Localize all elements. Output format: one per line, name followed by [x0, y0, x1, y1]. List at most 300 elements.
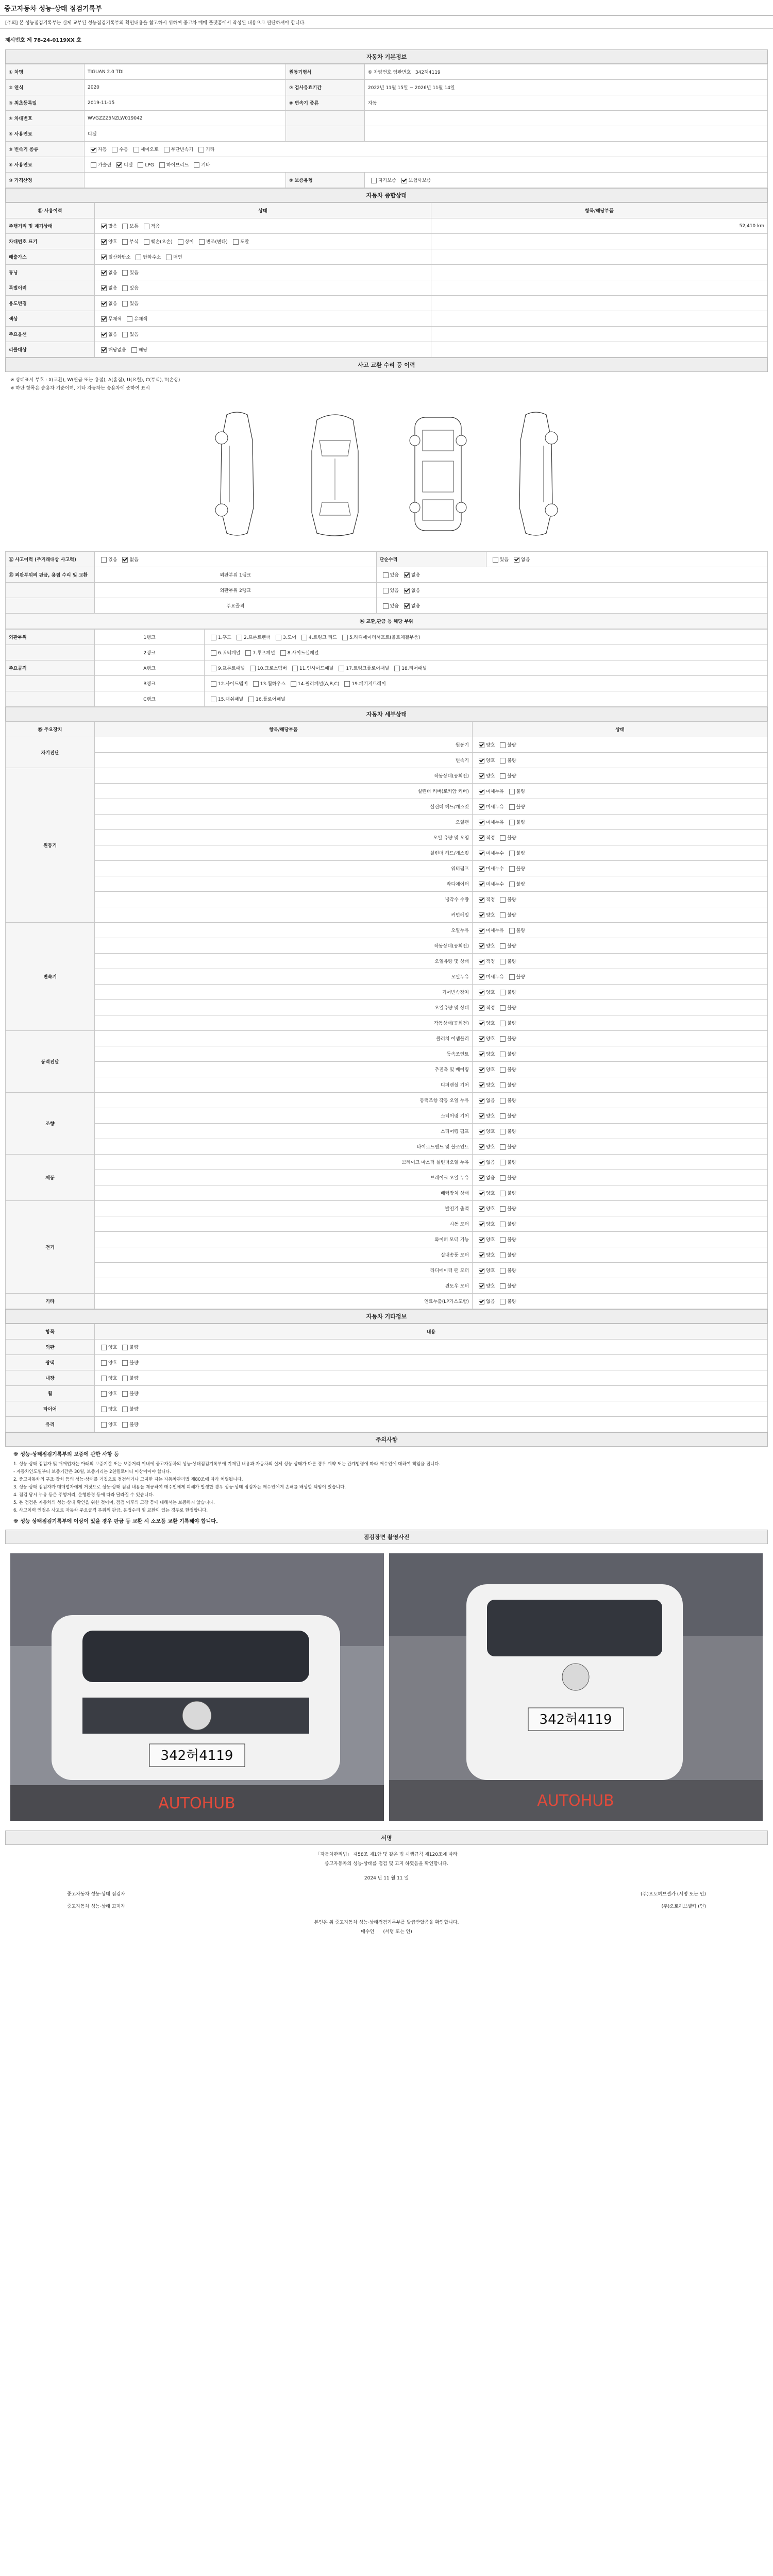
detail-row: 냉각수 수량 적정 불량: [6, 892, 768, 907]
checkbox-icon: [500, 1299, 506, 1304]
checkbox-icon: [479, 1206, 484, 1212]
option-label: 15.대쉬패널: [218, 697, 244, 702]
checkbox-icon: [479, 928, 484, 934]
checkbox-icon: [500, 1268, 506, 1274]
checkbox-icon: [509, 789, 515, 794]
option-label: 많음: [108, 224, 117, 229]
option-label: 부식: [129, 240, 139, 245]
general-row: 용도변경 없음 있음: [6, 296, 768, 311]
checkbox-icon: [500, 1237, 506, 1243]
option-label: 없음: [108, 332, 117, 337]
detail-row: 변속기 양호 불량: [6, 753, 768, 768]
detail-row: 스티어링 펌프 양호 불량: [6, 1124, 768, 1139]
checkbox-icon: [479, 742, 484, 748]
detail-table: [5, 721, 768, 1309]
option-label: 불량: [507, 1129, 516, 1134]
basic-label: ⑦ 검사유효기간: [286, 80, 365, 95]
checkbox-icon: [479, 1098, 484, 1104]
checkbox-icon: [401, 178, 407, 183]
option-label: 불량: [507, 1268, 516, 1274]
option-label: 불량: [516, 805, 526, 810]
checkbox-icon: [138, 162, 143, 168]
accident-row: ⑫ 사고이력 (주거래대상 사고력) 있음 없음 단순수리 있음 없음: [6, 552, 768, 567]
option-label: 없음: [486, 1098, 495, 1104]
checkbox-icon: [144, 239, 149, 245]
option: [98, 346, 126, 353]
basic-value: [365, 126, 768, 142]
checkbox-icon: [479, 1067, 484, 1073]
detail-row: 타이로드엔드 및 볼조인트 양호 불량: [6, 1139, 768, 1155]
detail-row: 작동상태(공회전) 양호 불량: [6, 1015, 768, 1031]
parts-row: 주요골격 A랭크 9.프론트패널 10.크로스멤버 11.인사이드패널 17.트렁크플로어패널 18.리어패널: [6, 660, 768, 676]
option-label: 불량: [129, 1361, 139, 1366]
option: [476, 973, 504, 980]
option-label: 양호: [486, 1129, 495, 1134]
basic-value: WVGZZZ5NZLW019042: [85, 111, 286, 126]
checkbox-icon: [479, 1283, 484, 1289]
option: [119, 1421, 138, 1428]
option: [380, 602, 399, 609]
checkbox-icon: [500, 835, 506, 841]
option-label: 유채색: [134, 317, 148, 322]
option-label: 3.도어: [283, 635, 297, 640]
checkbox-icon: [509, 882, 515, 887]
checkbox-icon: [101, 270, 107, 276]
checkbox-icon: [342, 635, 348, 640]
checkbox-icon: [122, 270, 128, 276]
option: [497, 1050, 516, 1057]
checkbox-icon: [144, 224, 149, 229]
option-label: 불량: [129, 1422, 139, 1428]
option: [98, 331, 117, 337]
option-label: 불량: [507, 1222, 516, 1227]
option: [476, 834, 495, 841]
checkbox-icon: [479, 851, 484, 856]
option: [98, 223, 117, 229]
option: [476, 911, 495, 918]
option: [247, 665, 287, 671]
option: [497, 1282, 516, 1289]
option-label: 불량: [507, 1238, 516, 1243]
option: [511, 556, 530, 563]
checkbox-icon: [500, 959, 506, 964]
option: [141, 238, 173, 245]
option-label: 있음: [129, 301, 139, 307]
option: [98, 1359, 117, 1366]
checkbox-icon: [479, 1052, 484, 1057]
option-label: 가솔린: [98, 163, 112, 168]
note-line: 5. 본 점검은 자동차의 성능·상태 확인을 위한 것이며, 점검 이후의 고장 등에 대해서는 보증하지 않습니다.: [13, 1500, 215, 1505]
checkbox-icon: [500, 990, 506, 995]
option: [476, 1066, 495, 1073]
option: [98, 315, 122, 322]
checkbox-icon: [500, 1005, 506, 1011]
option-label: 자가보증: [378, 178, 396, 183]
checkbox-icon: [500, 1206, 506, 1212]
rear-plate-text: 342허4119: [539, 1712, 612, 1727]
section-general-title: 자동차 종합상태: [5, 188, 768, 202]
parts-row: 2랭크 6.쿼터패널 7.루프패널 8.사이드실패널: [6, 645, 768, 660]
basic-value: [365, 111, 768, 126]
section-detail-title: 자동차 세부상태: [5, 707, 768, 721]
option: [124, 315, 147, 322]
option: [368, 177, 396, 183]
checkbox-icon: [479, 1191, 484, 1196]
option: [98, 1375, 117, 1381]
basic-label: ③ 최초등록일: [6, 95, 85, 111]
checkbox-icon: [101, 1406, 107, 1412]
option-label: 불량: [507, 758, 516, 764]
option-label: 양호: [486, 1191, 495, 1196]
option-label: 불량: [507, 1037, 516, 1042]
general-row: 주요옵션 없음 있음: [6, 327, 768, 342]
option-label: 10.크로스멤버: [257, 666, 287, 671]
option-label: 양호: [486, 1067, 495, 1073]
checkbox-icon: [101, 224, 107, 229]
option: [476, 1236, 495, 1243]
basic-row: [6, 95, 768, 111]
option: [119, 1344, 138, 1350]
option-label: 양호: [486, 774, 495, 779]
option: [277, 649, 319, 656]
option: [497, 1066, 516, 1073]
general-row: 배출가스 일산화탄소 탄화수소 매연: [6, 249, 768, 265]
checkbox-icon: [479, 882, 484, 887]
notice-text: [주의] 본 성능점검기록부는 실제 교부된 성능점검기록부의 확인내용을 참고하시 위하여 중고차 매매 플랫폼에서 작성된 내용으로 판단하셔야 합니다.: [0, 16, 773, 29]
option-label: 7.루프패널: [253, 651, 275, 656]
basic-label: ⑧ 변속기 종류: [286, 95, 365, 111]
checkbox-icon: [371, 178, 377, 183]
option: [242, 649, 275, 656]
checkbox-icon: [500, 1252, 506, 1258]
option-label: 불량: [507, 913, 516, 918]
checkbox-icon: [91, 147, 96, 152]
front-brand-text: AUTOHUB: [158, 1794, 236, 1812]
option: [497, 1251, 516, 1258]
fuel-row: ⑤ 사용연료 가솔린 디젤 LPG 하이브리드 기타: [6, 157, 768, 173]
option: [175, 238, 194, 245]
option-label: 9.프론트패널: [218, 666, 245, 671]
checkbox-icon: [101, 301, 107, 307]
option: [119, 1390, 138, 1397]
option: [391, 665, 427, 671]
option-label: 미세누수: [486, 867, 504, 872]
option-label: 불량: [516, 789, 526, 794]
option-label: 없음: [108, 270, 117, 276]
checkbox-icon: [479, 943, 484, 949]
option: [476, 1020, 495, 1026]
option: [497, 1097, 516, 1104]
option-label: 불량: [516, 975, 526, 980]
option: [476, 1050, 495, 1057]
option-label: 보통: [129, 224, 139, 229]
checkbox-icon: [101, 239, 107, 245]
option-label: 적정: [486, 1006, 495, 1011]
checkbox-icon: [280, 650, 286, 656]
checkbox-icon: [116, 162, 122, 168]
checkbox-icon: [211, 666, 216, 671]
checkbox-icon: [101, 557, 107, 563]
option-label: 불량: [516, 882, 526, 887]
option: [476, 757, 495, 764]
option-label: 양호: [108, 1345, 117, 1350]
detail-row: 원동기 작동상태(공회전) 양호 불량: [6, 768, 768, 784]
option: [119, 223, 138, 229]
option: [339, 634, 420, 640]
checkbox-icon: [122, 1406, 128, 1412]
section-notes-title: 주의사항: [5, 1432, 768, 1447]
checkbox-icon: [211, 681, 216, 687]
checkbox-icon: [394, 666, 400, 671]
checkbox-icon: [479, 866, 484, 872]
detail-row: 실린더 헤드/개스킷 미세누유 불량: [6, 799, 768, 815]
option-label: 양호: [108, 1407, 117, 1412]
checkbox-icon: [404, 572, 410, 578]
option-label: 4.트렁크 리드: [309, 635, 337, 640]
option-label: 2.프론트펜더: [243, 635, 271, 640]
registration-number: 제시번호 제 78-24-0119XX 호: [5, 37, 81, 43]
option-label: 미세누유: [486, 805, 504, 810]
option-label: 적음: [150, 224, 160, 229]
option: [109, 146, 128, 152]
section-accident-title: 사고 교환 수리 등 이력: [5, 358, 768, 372]
checkbox-icon: [122, 557, 128, 563]
option: [135, 162, 154, 168]
option: [476, 958, 495, 964]
option: [497, 911, 516, 918]
checkbox-icon: [101, 1391, 107, 1397]
option: [98, 284, 117, 291]
notes-block: [5, 1447, 768, 1530]
status-legend: ※ 상태표시 부호 : X(교환), W(판금 또는 용접), A(흠집), U(요철), C(부식), T(손상) ※ 하단 항목은 승용차 기준이며, 기타 자동차는 승용차에 준하여 표시: [10, 378, 180, 391]
extra-row: 타이어 양호 불량: [6, 1401, 768, 1417]
option-label: 18.리어패널: [401, 666, 427, 671]
option: [497, 741, 516, 748]
basic-label: ① 차명: [6, 64, 85, 80]
basic-row: [6, 80, 768, 95]
option: [130, 146, 159, 152]
option-label: 없음: [520, 557, 530, 563]
checkbox-icon: [500, 1222, 506, 1227]
warranty-row: ⑩ 가격산정 ⑨ 보증유형 자가보증 보험사보증: [6, 173, 768, 188]
option-label: 도말: [240, 240, 249, 245]
rank-row: 외판부위 2랭크 있음 없음: [6, 583, 768, 598]
option-label: 양호: [486, 1207, 495, 1212]
option-label: 불량: [507, 1207, 516, 1212]
option-label: 양호: [486, 1114, 495, 1119]
checkbox-icon: [122, 224, 128, 229]
car-right-side-icon: [505, 410, 567, 538]
option-label: 적정: [486, 959, 495, 964]
note-line: 3. 성능·상태 점검자가 매매업자에게 거짓으로 성능·상태 점검 내용을 제공하여 매수인에게 피해가 발생한 경우 성능·상태 점검자는 매수인에게 손해를 배상할 책임이 있습니다.: [13, 1485, 346, 1490]
option-label: 불량: [129, 1376, 139, 1381]
option-label: 미세누유: [486, 820, 504, 825]
option: [273, 634, 296, 640]
basic-value: ⑥ 차량번호 임판번호 342허4119: [365, 64, 768, 80]
option-label: 불량: [507, 897, 516, 903]
detail-row: 변속기 오일누유 미세누유 불량: [6, 923, 768, 938]
option-label: 양호: [486, 1083, 495, 1088]
option: [119, 556, 138, 563]
option-label: 불량: [507, 1114, 516, 1119]
mileage-row: 주행거리 및 계기상태 많음 보통 적음 52,410 km: [6, 218, 768, 234]
option-label: 불량: [507, 1284, 516, 1289]
option: [476, 772, 495, 779]
note-line: 2. 중고자동차의 구조·장치 등의 성능·상태를 거짓으로 점검하거나 고지한 자는 자동차관리법 제80조에 따라 처벌됩니다.: [13, 1477, 243, 1482]
section-photos-title: 점검장면 촬영사진: [5, 1530, 768, 1544]
option: [128, 346, 147, 353]
option-label: 양호: [486, 1222, 495, 1227]
option-label: 있음: [390, 588, 399, 594]
detail-row: 실내송풍 모터 양호 불량: [6, 1247, 768, 1263]
basic-row: [6, 64, 768, 80]
option: [476, 865, 504, 872]
rank-row: ⑬ 외판부위의 판금, 용접 수리 및 교환 외판부위 1랭크 있음 없음: [6, 567, 768, 583]
option: [230, 238, 249, 245]
option-label: 양호: [486, 1284, 495, 1289]
checkbox-icon: [479, 1129, 484, 1134]
detail-row: 제동 브레이크 마스터 실린더오일 누유 없음 불량: [6, 1155, 768, 1170]
option-label: 자동: [98, 147, 107, 152]
checkbox-icon: [198, 147, 204, 152]
option-label: 수동: [119, 147, 128, 152]
checkbox-icon: [159, 162, 165, 168]
transmission-row: ⑧ 변속기 종류 자동 수동 세미오토 무단변속기 기타: [6, 142, 768, 157]
option-label: 불량: [516, 820, 526, 825]
option: [191, 161, 210, 168]
option: [506, 850, 525, 856]
option-label: 적정: [486, 836, 495, 841]
detail-header: ⑮ 주요장치 항목/해당부품 상태: [6, 722, 768, 737]
checkbox-icon: [122, 1360, 128, 1366]
checkbox-icon: [479, 789, 484, 794]
checkbox-icon: [479, 835, 484, 841]
checkbox-icon: [500, 1175, 506, 1181]
option: [497, 1221, 516, 1227]
option-label: 불량: [507, 1176, 516, 1181]
detail-row: 오일유량 및 상태 적정 불량: [6, 954, 768, 969]
checkbox-icon: [479, 1160, 484, 1165]
basic-label: 원동기형식: [286, 64, 365, 80]
extra-row: 휠 양호 불량: [6, 1386, 768, 1401]
checkbox-icon: [479, 1237, 484, 1243]
checkbox-icon: [500, 943, 506, 949]
rank-row: 주요골격 있음 없음: [6, 598, 768, 614]
extra-row: 외판 양호 불량: [6, 1340, 768, 1355]
general-row: 특별이력 없음 있음: [6, 280, 768, 296]
option: [476, 942, 495, 949]
option-label: 양호: [486, 1238, 495, 1243]
document-title: 중고자동차 성능·상태 점검기록부: [0, 0, 773, 16]
inspector-row: 중고자동차 성능·상태 점검자 (주)오토허브셀카 (서명 또는 인): [67, 1892, 706, 1897]
checkbox-icon: [500, 1129, 506, 1134]
checkbox-icon: [211, 697, 216, 702]
photo-front: [10, 1553, 384, 1821]
basic-label: ④ 차대번호: [6, 111, 85, 126]
option: [497, 1081, 516, 1088]
checkbox-icon: [493, 557, 498, 563]
option: [119, 331, 138, 337]
option: [298, 634, 337, 640]
checkbox-icon: [276, 635, 281, 640]
option-label: 불량: [507, 1052, 516, 1057]
notes-final: ※ 성능 상태점검기록부에 이상이 있을 경우 판금 등 교환 시 소모품 교환 기록해야 합니다.: [13, 1519, 218, 1524]
checkbox-icon: [101, 347, 107, 353]
option: [208, 696, 243, 702]
option-label: 16.플로어패널: [256, 697, 285, 702]
option: [476, 850, 504, 856]
option-label: 불량: [507, 1083, 516, 1088]
option: [119, 1375, 138, 1381]
parts-row: C랭크 15.대쉬패널 16.플로어패널: [6, 691, 768, 707]
option: [398, 177, 431, 183]
option-label: 6.쿼터패널: [218, 651, 241, 656]
option: [98, 1344, 117, 1350]
general-header: ⑪ 사용이력 상태 항목/해당부품: [6, 203, 768, 218]
option-label: 있음: [108, 557, 117, 563]
checkbox-icon: [122, 239, 128, 245]
checkbox-icon: [479, 897, 484, 903]
checkbox-icon: [122, 1376, 128, 1381]
option-label: 1.후드: [218, 635, 231, 640]
extra-row: 광택 양호 불량: [6, 1355, 768, 1370]
checkbox-icon: [479, 1299, 484, 1304]
parts-row: 외판부위 1랭크 1.후드 2.프론트펜더 3.도어 4.트렁크 리드 5.라디에이터서포트(볼트체결부품): [6, 630, 768, 645]
option-label: 없음: [108, 286, 117, 291]
checkbox-icon: [479, 990, 484, 995]
basic-value: 2019-11-15: [85, 95, 286, 111]
basic-value: 2022년 11월 15일 ~ 2026년 11월 14일: [365, 80, 768, 95]
option: [497, 942, 516, 949]
option: [497, 1236, 516, 1243]
basic-value: 자동: [365, 95, 768, 111]
option: [476, 788, 504, 794]
checkbox-icon: [500, 1098, 506, 1104]
checkbox-icon: [245, 650, 251, 656]
option: [196, 238, 228, 245]
checkbox-icon: [500, 1036, 506, 1042]
option-label: 불량: [507, 944, 516, 949]
section-extra-title: 자동차 기타정보: [5, 1309, 768, 1324]
option-label: 불량: [507, 1006, 516, 1011]
rear-brand-text: AUTOHUB: [537, 1792, 614, 1810]
option-label: 불량: [516, 851, 526, 856]
extra-row: 내장 양호 불량: [6, 1370, 768, 1386]
option-label: 양호: [108, 1376, 117, 1381]
option: [208, 649, 240, 656]
option: [476, 1282, 495, 1289]
option-label: 불량: [507, 1145, 516, 1150]
option-label: 19.패키지트레이: [351, 682, 386, 687]
option: [497, 1035, 516, 1042]
option-label: 있음: [129, 332, 139, 337]
front-plate-text: 342허4119: [160, 1748, 233, 1764]
option-label: 하이브리드: [166, 163, 189, 168]
option: [98, 556, 117, 563]
option-label: 없음: [486, 1176, 495, 1181]
option: [98, 300, 117, 307]
option: [506, 803, 525, 810]
option-label: 불량: [129, 1345, 139, 1350]
parts-table: [5, 629, 768, 707]
option-label: 12.사이드멤버: [218, 682, 248, 687]
detail-row: 오일 유량 및 오염 적정 불량: [6, 830, 768, 845]
checkbox-icon: [509, 974, 515, 980]
option: [98, 238, 117, 245]
option-label: 있음: [499, 557, 509, 563]
checkbox-icon: [194, 162, 199, 168]
option: [506, 880, 525, 887]
